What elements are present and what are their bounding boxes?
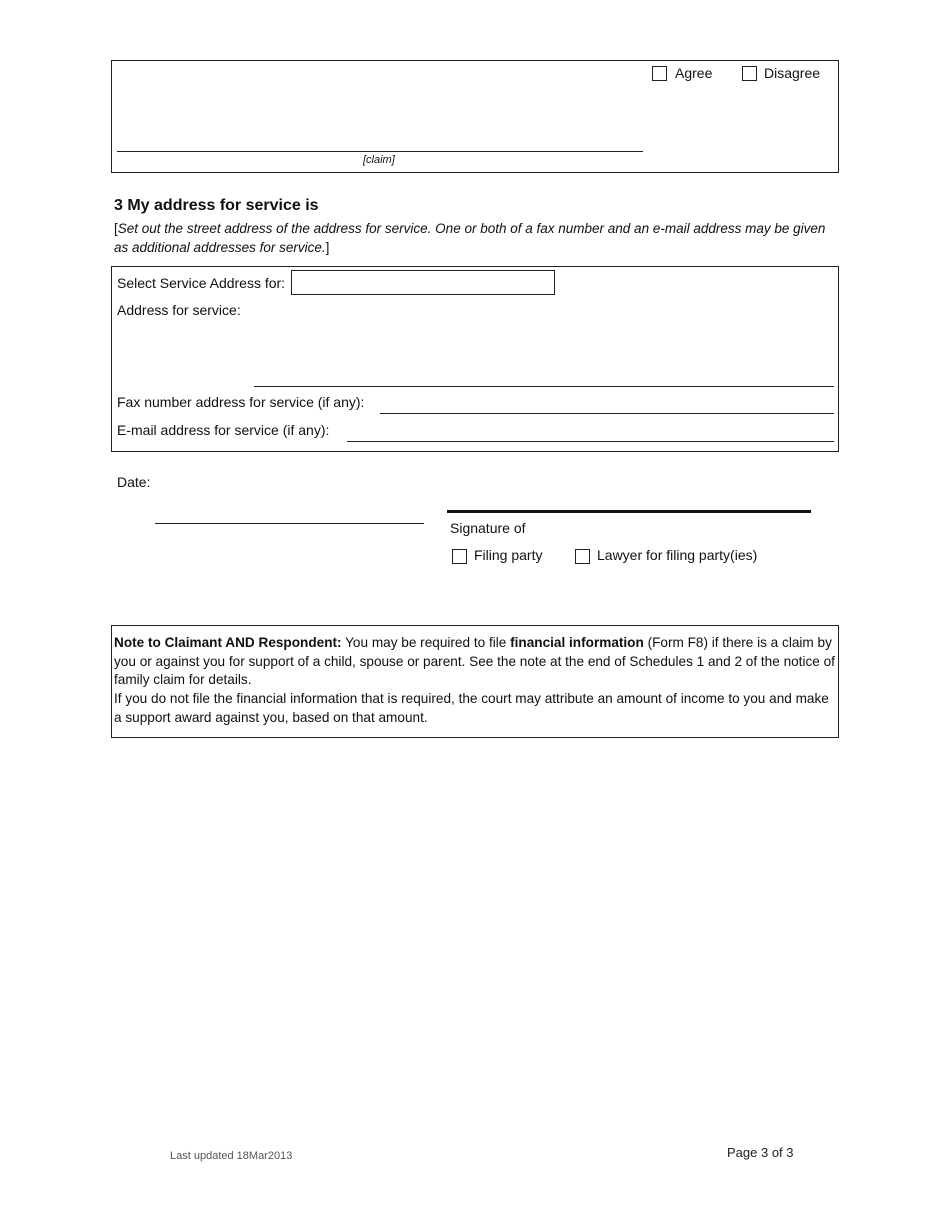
claim-box [111,60,839,173]
filing-party-checkbox[interactable] [452,549,467,564]
signature-line[interactable] [447,510,811,513]
instruction-close-bracket: ] [325,240,330,255]
note-text-2: (Form F8) if there is a claim by you or against you for support of a child, spouse or parent. See the note at the end of Schedules 1 and 2 of the notice of family claim for details. [114,635,835,688]
select-service-address-label: Select Service Address for: [117,275,286,291]
address-for-service-line[interactable] [254,386,834,387]
email-address-line[interactable] [347,441,834,442]
disagree-label: Disagree [764,65,821,81]
date-label: Date: [117,474,151,490]
agree-checkbox[interactable] [652,66,667,81]
page-number: Page 3 of 3 [727,1145,794,1160]
section-3-instruction [114,219,838,257]
disagree-checkbox[interactable] [742,66,757,81]
note-lead: Note to Claimant AND Respondent: [114,635,342,650]
agree-label: Agree [675,65,713,81]
email-address-label: E-mail address for service (if any): [117,422,330,438]
instruction-open-bracket: [ [114,221,118,236]
lawyer-checkbox[interactable] [575,549,590,564]
note-paragraph-1 [114,634,836,690]
lawyer-label: Lawyer for filing party(ies) [597,547,758,563]
note-paragraph-2: If you do not file the financial information that is required, the court may attribute an amount of income to you and make a support award against you, based on that amount. [114,691,829,725]
fax-number-label: Fax number address for service (if any): [117,394,365,410]
date-line[interactable] [155,523,424,524]
instruction-text: Set out the street address of the address for service. One or both of a fax number and an e-mail address may be given as additional addresses for service. [114,221,826,255]
fax-number-line[interactable] [380,413,834,414]
address-for-service-label: Address for service: [117,302,241,318]
section-3-heading: 3 My address for service is [114,197,319,214]
filing-party-label: Filing party [474,547,543,563]
claim-field-line[interactable] [117,151,643,152]
note-financial-info: financial information [510,635,644,650]
note-text-1: You may be required to file [341,635,511,650]
last-updated: Last updated 18Mar2013 [170,1150,293,1162]
claim-caption: [claim] [363,154,395,166]
signature-of-label: Signature of [450,520,526,536]
select-service-address-input[interactable] [291,270,555,295]
